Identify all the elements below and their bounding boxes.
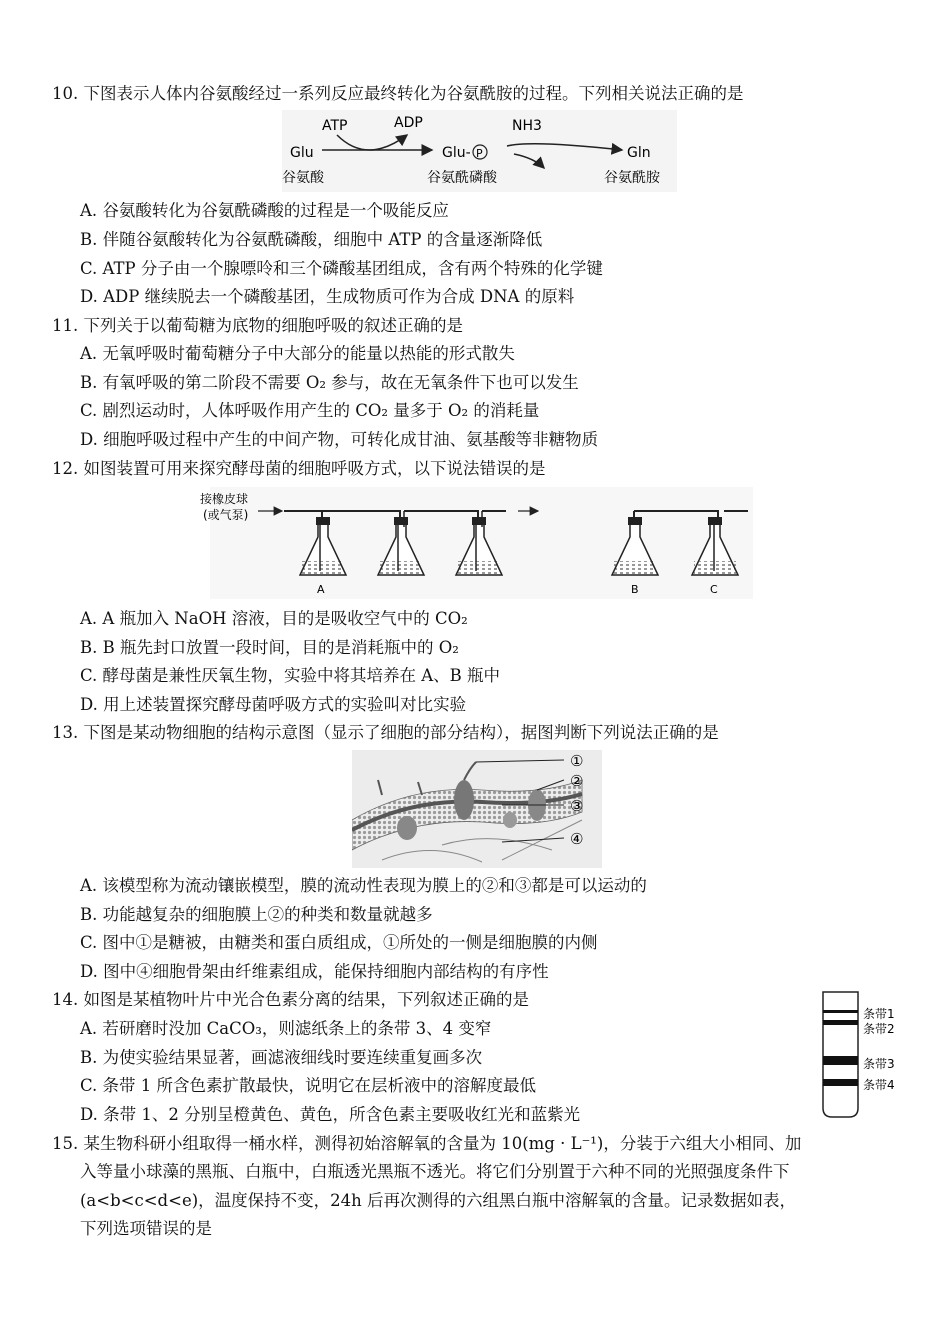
- band-1: [823, 1010, 858, 1013]
- q13-option-c: C. 图中①是糖被，由糖类和蛋白质组成，①所处的一侧是细胞膜的内侧: [80, 933, 598, 952]
- flask-b-label: B: [631, 583, 639, 596]
- q15-line-3: (a<b<c<d<e)，温度保持不变，24h 后再次测得的六组黑白瓶中溶解氧的含量。记录数据如表，: [80, 1191, 797, 1210]
- q10-reaction-diagram: [282, 110, 677, 192]
- q10-option-d: D. ADP 继续脱去一个磷酸基团，生成物质可作为合成 DNA 的原料: [80, 287, 575, 306]
- q13-membrane-diagram: [352, 750, 602, 868]
- glup-name: 谷氨酰磷酸: [427, 170, 497, 186]
- band-4: [823, 1079, 858, 1086]
- gln-name: 谷氨酰胺: [604, 170, 660, 186]
- band-3-label: 条带3: [863, 1057, 895, 1071]
- q15-line-4: 下列选项错误的是: [80, 1219, 212, 1238]
- band-4-label: 条带4: [863, 1078, 895, 1092]
- q12-stem: 12. 如图装置可用来探究酵母菌的细胞呼吸方式，以下说法错误的是: [52, 459, 546, 478]
- protein-3: [397, 816, 417, 840]
- protein-1: [454, 780, 474, 820]
- nh3-label: NH3: [512, 118, 542, 134]
- pump-label-2: (或气泵): [203, 508, 249, 522]
- glu-label: Glu: [290, 145, 314, 161]
- q15-line-1: 15. 某生物科研小组取得一桶水样，测得初始溶解氧的含量为 10(mg · L⁻¹)，分装于六组大小相同、加: [52, 1134, 802, 1153]
- q14-chromatography-strip: [818, 990, 904, 1120]
- q11-option-a: A. 无氧呼吸时葡萄糖分子中大部分的能量以热能的形式散失: [80, 344, 515, 363]
- q12-option-d: D. 用上述装置探究酵母菌呼吸方式的实验叫对比实验: [80, 695, 467, 714]
- glup-label: Glu-: [442, 145, 471, 161]
- q12-apparatus-diagram: [200, 487, 753, 599]
- q13-option-b: B. 功能越复杂的细胞膜上②的种类和数量就越多: [80, 905, 433, 924]
- band-2-label: 条带2: [863, 1022, 895, 1036]
- q10-option-b: B. 伴随谷氨酸转化为谷氨酰磷酸，细胞中 ATP 的含量逐渐降低: [80, 230, 543, 249]
- q13-stem: 13. 下图是某动物细胞的结构示意图（显示了细胞的部分结构），据图判断下列说法正确的是: [52, 723, 719, 742]
- q14-option-d: D. 条带 1、2 分别呈橙黄色、黄色，所含色素主要吸收红光和蓝紫光: [80, 1105, 581, 1124]
- q14-option-a: A. 若研磨时没加 CaCO₃，则滤纸条上的条带 3、4 变窄: [80, 1019, 492, 1038]
- q12-option-a: A. A 瓶加入 NaOH 溶液，目的是吸收空气中的 CO₂: [80, 609, 468, 628]
- marker-1: ①: [570, 752, 584, 770]
- q14-option-c: C. 条带 1 所含色素扩散最快，说明它在层析液中的溶解度最低: [80, 1076, 537, 1095]
- q11-option-d: D. 细胞呼吸过程中产生的中间产物，可转化成甘油、氨基酸等非糖物质: [80, 430, 599, 449]
- flask-c-label: C: [710, 583, 718, 596]
- q10-stem: 10. 下图表示人体内谷氨酸经过一系列反应最终转化为谷氨酰胺的过程。下列相关说法正确的是: [52, 84, 744, 103]
- phosphate-p: P: [476, 147, 483, 160]
- band-1-label: 条带1: [863, 1007, 895, 1021]
- marker-4: ④: [570, 830, 584, 848]
- q14-stem: 14. 如图是某植物叶片中光合色素分离的结果，下列叙述正确的是: [52, 990, 529, 1009]
- q11-option-b: B. 有氧呼吸的第二阶段不需要 O₂ 参与，故在无氧条件下也可以发生: [80, 373, 579, 392]
- flask-a-label: A: [317, 583, 325, 596]
- q15-line-2: 入等量小球藻的黑瓶、白瓶中，白瓶透光黑瓶不透光。将它们分别置于六种不同的光照强度条件下: [80, 1162, 790, 1181]
- q11-stem: 11. 下列关于以葡萄糖为底物的细胞呼吸的叙述正确的是: [52, 316, 463, 335]
- q12-option-c: C. 酵母菌是兼性厌氧生物，实验中将其培养在 A、B 瓶中: [80, 666, 501, 685]
- q14-option-b: B. 为使实验结果显著，画滤液细线时要连续重复画多次: [80, 1048, 483, 1067]
- q13-option-a: A. 该模型称为流动镶嵌模型，膜的流动性表现为膜上的②和③都是可以运动的: [80, 876, 647, 895]
- band-3: [823, 1056, 858, 1065]
- marker-2: ②: [570, 772, 584, 790]
- marker-3: ③: [570, 797, 584, 815]
- gln-label: Gln: [627, 145, 651, 161]
- q11-option-c: C. 剧烈运动时，人体呼吸作用产生的 CO₂ 量多于 O₂ 的消耗量: [80, 401, 540, 420]
- q10-option-a: A. 谷氨酸转化为谷氨酰磷酸的过程是一个吸能反应: [80, 201, 449, 220]
- pump-label-1: 接橡皮球: [200, 492, 249, 506]
- band-2: [823, 1020, 858, 1025]
- q13-option-d: D. 图中④细胞骨架由纤维素组成，能保持细胞内部结构的有序性: [80, 962, 549, 981]
- q12-option-b: B. B 瓶先封口放置一段时间，目的是消耗瓶中的 O₂: [80, 638, 459, 657]
- glu-name: 谷氨酸: [282, 170, 324, 186]
- adp-label: ADP: [394, 115, 423, 131]
- q10-option-c: C. ATP 分子由一个腺嘌呤和三个磷酸基团组成，含有两个特殊的化学键: [80, 259, 603, 278]
- atp-label: ATP: [322, 118, 348, 134]
